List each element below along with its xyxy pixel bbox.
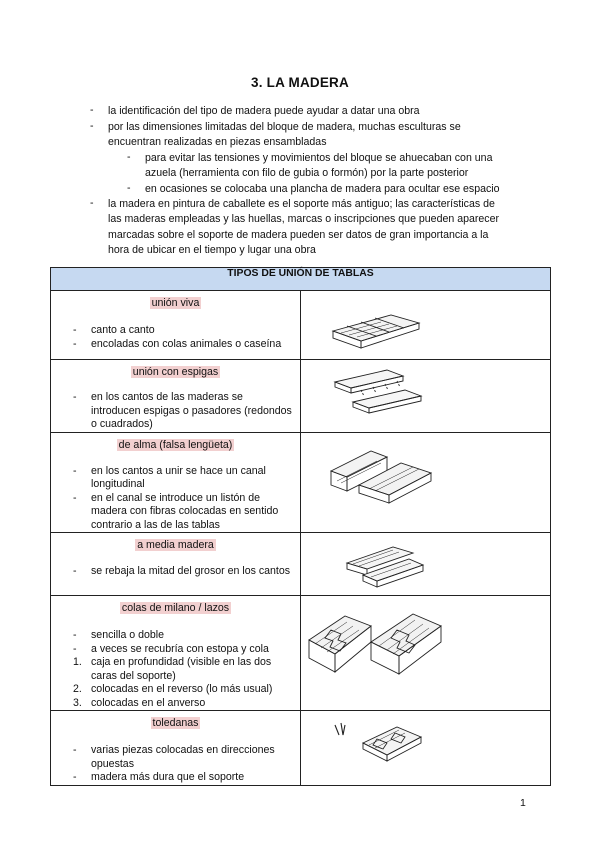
dowel-joint-drawing — [301, 360, 551, 433]
row-item: colocadas en el anverso — [91, 696, 206, 709]
dovetail-key-joint-drawing — [301, 596, 551, 711]
bullet-text: la identificación del tipo de madera puede ayudar a datar una obra — [108, 105, 420, 117]
table-row: unión viva - canto a canto - encoladas con colas animales o caseína — [51, 291, 551, 360]
row-title: toledanas — [152, 717, 199, 729]
joints-table — [50, 267, 551, 786]
page-title: 3. LA MADERA — [251, 75, 349, 90]
bullet-marker: - — [90, 120, 94, 132]
bullet-marker: - — [90, 104, 94, 116]
table-row: colas de milano / lazos - sencilla o doble - a veces se recubría con estopa y cola 1. caja en profundidad (visible en las dos caras del soporte) 2. colocadas en el reverso (lo más usual) 3. colocadas en el anverso — [51, 596, 551, 711]
table-row: de alma (falsa lengüeta) - en los cantos a unir se hace un canal longitudinal - en el canal se introduce un listón de madera con fibras colocadas en sentido contrario a las de las tablas — [51, 432, 551, 533]
page-number: 1 — [520, 797, 526, 809]
row-item: en los cantos de las maderas se introducen espigas o pasadores (redondos o cuadrados) — [91, 391, 292, 430]
sub-bullet-text: en ocasiones se colocaba una plancha de madera para ocultar ese espacio — [145, 183, 500, 195]
row-item: sencilla o doble — [91, 629, 165, 641]
row-title: unión con espigas — [132, 366, 219, 378]
row-item: a veces se recubría con estopa y cola — [91, 642, 269, 655]
row-item: en el canal se introduce un listón de madera con fibras colocadas en sentido contrario a las de las tablas — [91, 491, 279, 531]
row-item: colocadas en el reverso (lo más usual) — [91, 683, 273, 695]
row-item: varias piezas colocadas en direcciones opuestas — [91, 744, 275, 770]
row-item: encoladas con colas animales o caseína — [91, 337, 282, 350]
row-item: canto a canto — [91, 324, 155, 336]
row-item: caja en profundidad (visible en las dos caras del soporte) — [91, 656, 272, 682]
toledan-joint-drawing — [301, 711, 551, 786]
edge-to-edge-joint-drawing — [301, 291, 551, 360]
sub-bullet-marker: - — [127, 151, 131, 163]
row-item: en los cantos a unir se hace un canal longitudinal — [91, 464, 266, 490]
table-row: unión con espigas - en los cantos de las maderas se introducen espigas o pasadores (redondos o cuadrados) — [51, 360, 551, 433]
table-row: a media madera - se rebaja la mitad del grosor en los cantos — [51, 533, 551, 596]
half-lap-joint-drawing — [301, 533, 551, 596]
spline-joint-drawing — [301, 432, 551, 533]
row-item: se rebaja la mitad del grosor en los cantos — [91, 565, 291, 577]
sub-bullet-text: para evitar las tensiones y movimientos del bloque se ahuecaban con una azuela (herramienta con filo de gubia o formón) por la parte posterior — [145, 152, 493, 180]
table-header: TIPOS DE UNIÓN DE TABLAS — [51, 268, 551, 291]
row-title: de alma (falsa lengüeta) — [118, 438, 233, 451]
row-title: unión viva — [151, 297, 200, 309]
bullet-text: la madera en pintura de caballete es el soporte más antiguo; las características de las maderas empleadas y las huellas, marcas o inscripciones que pueden aparecer marcadas sobre el soporte de madera pueden ser datos de gran importancia a la hora de ubicar en el tiempo y lugar una obra — [108, 198, 500, 257]
row-title: a media madera — [137, 539, 214, 551]
row-title: colas de milano / lazos — [121, 602, 230, 614]
table-row: toledanas - varias piezas colocadas en direcciones opuestas - madera más dura que el soporte — [51, 711, 551, 786]
bullet-marker: - — [90, 197, 94, 209]
bullet-text: por las dimensiones limitadas del bloque de madera, muchas esculturas se encuentran realizadas en piezas ensambladas — [108, 121, 461, 149]
sub-bullet-marker: - — [127, 182, 131, 194]
row-item: madera más dura que el soporte — [91, 771, 245, 783]
